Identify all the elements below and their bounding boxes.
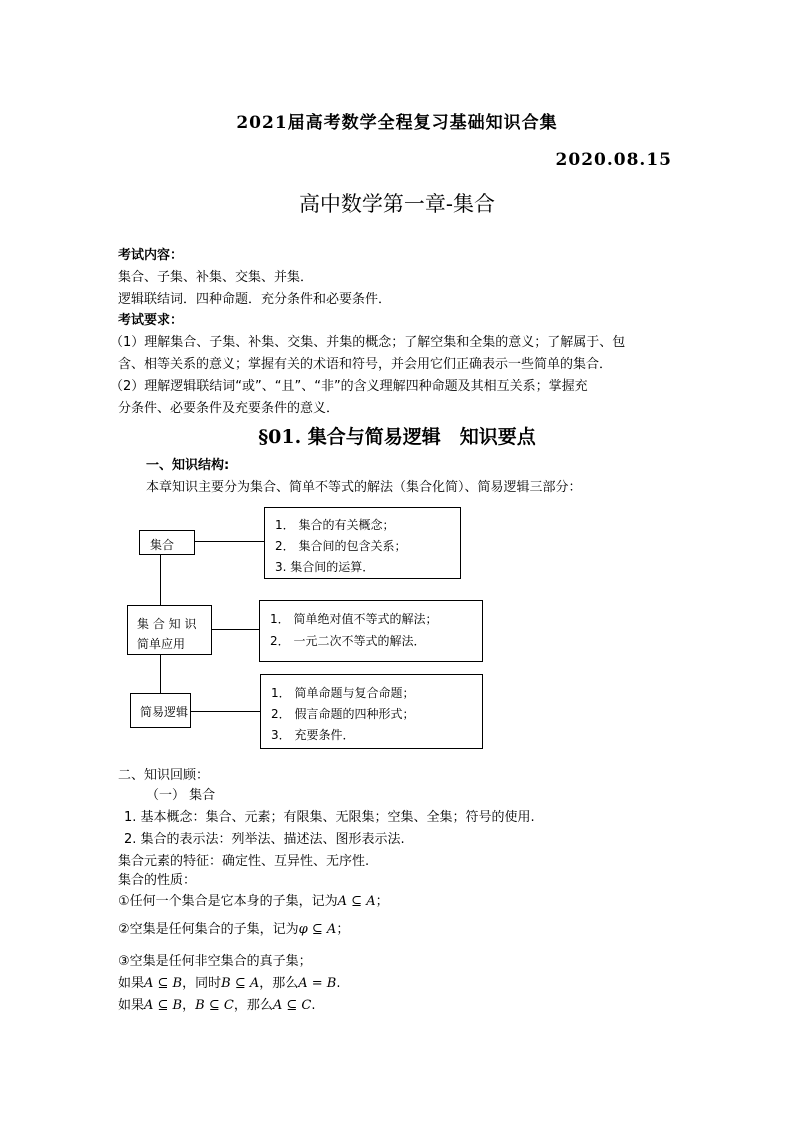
- text: ，那么: [259, 976, 299, 991]
- set-property-1: [118, 890, 389, 909]
- set-property-if-2: [118, 994, 315, 1013]
- math-expression: B ⊆ A: [221, 976, 260, 991]
- exam-requirements-heading: 考试要求：: [118, 313, 184, 328]
- review-item: 2. 集合的表示法：列举法、描述法、图形表示法.: [124, 832, 405, 847]
- node-label: 简单应用: [137, 637, 186, 651]
- node-label: 集合: [150, 538, 175, 552]
- property-text: ；: [375, 894, 389, 909]
- set-property-3: ③空集是任何非空集合的真子集；: [118, 954, 312, 969]
- topic-item: 1． 集合的有关概念；: [275, 518, 395, 532]
- box-sets-topics: [264, 507, 461, 579]
- node-sets: [139, 530, 195, 555]
- exam-content-heading: 考试内容：: [118, 248, 184, 263]
- review-subheading: （一） 集合: [146, 788, 216, 803]
- set-property-if-1: [118, 972, 341, 991]
- document-title: 2021届高考数学全程复习基础知识合集: [236, 113, 558, 133]
- math-expression: A = B: [298, 976, 337, 991]
- set-properties-heading: 集合的性质：: [118, 873, 197, 888]
- math-expression: φ ⊆ A: [298, 922, 337, 937]
- node-label: 集 合 知 识: [137, 617, 197, 631]
- connector-line: [160, 655, 161, 693]
- document-date: 2020.08.15: [555, 150, 672, 170]
- set-element-features: 集合元素的特征：确定性、互异性、无序性.: [118, 854, 370, 869]
- topic-item: 2． 一元二次不等式的解法．: [270, 634, 426, 648]
- text: ，: [182, 998, 196, 1013]
- connector-line: [160, 555, 161, 605]
- topic-item: 3. 集合间的运算．: [275, 560, 375, 574]
- text: .: [311, 998, 316, 1013]
- math-expression: B ⊆ C: [195, 998, 234, 1013]
- set-property-2: [118, 918, 349, 937]
- node-label: 简易逻辑: [140, 705, 189, 719]
- chapter-title: 高中数学第一章-集合: [298, 192, 496, 216]
- math-expression: A ⊆ B: [144, 998, 183, 1013]
- text: .: [336, 976, 341, 991]
- text: ，那么: [233, 998, 273, 1013]
- review-heading: 二、知识回顾：: [118, 768, 210, 783]
- connector-line: [190, 711, 260, 712]
- exam-requirement-line: 分条件、必要条件及充要条件的意义．: [118, 401, 340, 416]
- box-logic-topics: [260, 674, 483, 749]
- exam-requirement-line: （2）理解逻辑联结词“或”、“且”、“非”的含义理解四种命题及其相互关系；掌握充: [110, 379, 588, 394]
- exam-content-line: 逻辑联结词．四种命题．充分条件和必要条件．: [118, 292, 392, 307]
- exam-requirement-line: 含、相等关系的意义；掌握有关的术语和符号，并会用它们正确表示一些简单的集合．: [118, 357, 613, 372]
- property-text: ；: [336, 922, 350, 937]
- math-expression: A ⊆ B: [144, 976, 183, 991]
- connector-line: [211, 629, 260, 630]
- node-simple-logic: [130, 693, 191, 728]
- review-item: 1. 基本概念：集合、元素；有限集、无限集；空集、全集；符号的使用.: [124, 810, 535, 825]
- math-expression: A ⊆ C: [272, 998, 312, 1013]
- text: ，同时: [182, 976, 222, 991]
- math-expression: A ⊆ A: [337, 894, 376, 909]
- structure-heading: 一、知识结构:: [146, 458, 230, 473]
- topic-item: 1． 简单命题与复合命题；: [271, 686, 415, 700]
- connector-line: [194, 541, 264, 542]
- structure-intro: 本章知识主要分为集合、简单不等式的解法（集合化简）、简易逻辑三部分：: [146, 480, 582, 495]
- exam-content-line: 集合、子集、补集、交集、并集．: [118, 270, 314, 285]
- property-text: ②空集是任何集合的子集，记为: [118, 922, 299, 937]
- text: 如果: [118, 976, 145, 991]
- box-inequality-topics: [259, 600, 483, 662]
- node-sets-applications: [127, 605, 212, 655]
- exam-requirement-line: （1）理解集合、子集、补集、交集、并集的概念；了解空集和全集的意义；了解属于、包: [110, 335, 626, 350]
- text: 如果: [118, 998, 145, 1013]
- section-title: §01. 集合与简易逻辑 知识要点: [258, 426, 536, 448]
- topic-item: 1． 简单绝对值不等式的解法；: [270, 612, 438, 626]
- topic-item: 2． 集合间的包含关系；: [275, 539, 407, 553]
- topic-item: 2． 假言命题的四种形式；: [271, 707, 415, 721]
- property-text: ①任何一个集合是它本身的子集，记为: [118, 894, 338, 909]
- topic-item: 3． 充要条件．: [271, 728, 355, 742]
